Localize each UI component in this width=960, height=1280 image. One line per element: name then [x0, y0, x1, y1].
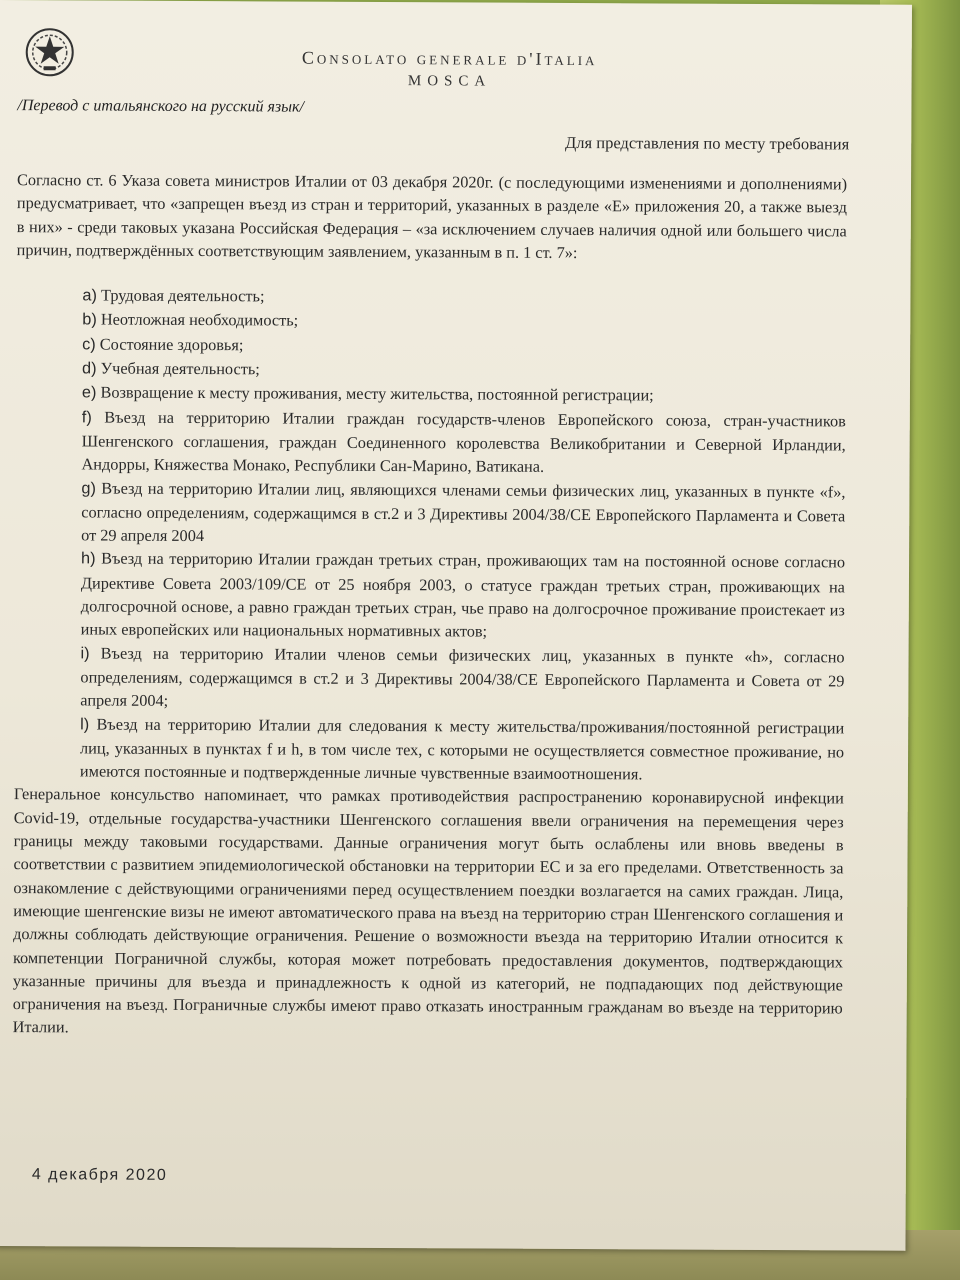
consulate-header [140, 47, 760, 92]
conclusion-paragraph: Генеральное консульство напоминает, что рамках противодействия распространению коронавирусной инфекции Covid-19, отдельные государства-участники Шенгенского соглашения ввели ограничения на перемещения через границы между таковыми государствами. Данные ограничения могут быть ослаблены или вновь введены в соответствии с развитием эпидемиологической обстановки на территории ЕС и за его пределами. Ответственность за ознакомление с действующими ограничениями перед осуществлением поездки возлагается на самих граждан. Лица, имеющие шенгенские визы не имеют автоматического права на въезд на территорию стран Шенгенского соглашения и должны соблюдать действующие ограничения. Решение о возможности въезда на территорию Италии относится к компетенции Пограничной службы, которая может потребовать предоставления документов, подтверждающих указанные причины для въезда и принадлежность к одной из категорий, не подпадающих под действующие ограничения на въезд. Пограничные службы имеют право отказать иностранным гражданам во въезде на территорию Италии. [12, 784, 844, 1037]
consulate-name: Consolato generale d'Italia [301, 47, 598, 70]
list-item-letter: c) [82, 335, 96, 354]
list-item-text: Въезд на территорию Италии членов семьи физических лиц, указанных в пункте «h», согласно определениям, содержащимся в ст.2 и 3 Директивы 2004/38/CE Европейского Парламента и Совета от 29 апреля 2004; [80, 643, 845, 711]
consulate-city: MOSCA [407, 73, 492, 90]
list-item-text: Неотложная необходимость; [100, 310, 299, 331]
translation-note: /Перевод с итальянского на русский язык/ [17, 97, 304, 116]
exceptions-list [14, 283, 847, 787]
list-item-letter: b) [82, 310, 97, 329]
list-item-text: Трудовая деятельность; [100, 285, 265, 306]
list-item-letter: a) [82, 286, 97, 305]
list-item-letter: l) [80, 714, 90, 734]
list-item-letter: f) [81, 408, 92, 427]
list-item-text: Въезд на территорию Италии граждан государств-членов Европейского союза, стран-участников Шенгенского соглашения, граждан Соединенного королевства Великобритании и Северной Ирландии, Андорры, Княжества Монако, Республики Сан-Марино, Ватикана. [81, 407, 846, 477]
document-body [13, 168, 848, 1043]
list-item [82, 405, 846, 480]
list-item-text: Возвращение к месту проживания, месту жительства, постоянной регистрации; [100, 382, 654, 405]
list-item [80, 712, 844, 787]
list-item-letter: e) [81, 383, 97, 402]
document-date: 4 декабря 2020 [31, 1166, 168, 1184]
list-item [81, 476, 845, 551]
intro-paragraph: Согласно ст. 6 Указа совета министров Италии от 03 декабря 2020г. (с последующими изменениями и дополнениями) предусматривает, что «запрещен въезд из стран и территорий, указанных в разделе «E» приложения 20, а также выезд в них» - среди таковых указана Российская Федерация – «за исключением случаев наличия одной или большего числа причин, подтверждённых соответствующим заявлением, указанным в п. 1 ст. 7»: [16, 170, 848, 262]
list-item-text: Въезд на территорию Италии лиц, являющихся членами семьи физических лиц, указанных в пункте «f», согласно определениям, содержащимся в ст.2 и 3 Директивы 2004/38/CE Европейского Парламента и Совета от 29 апреля 2004 [81, 478, 846, 546]
list-item-text: Состояние здоровья; [99, 334, 244, 355]
list-item [80, 641, 844, 716]
list-item-text: Въезд на территорию Италии граждан третьих стран, проживающих там на постоянной основе согласно Директиве Совета 2003/109/CE от 25 ноября 2003, о статусе граждан третьих стран, проживающих на долгосрочной основе, а равно граждан третьих стран, чье право на долгосрочное проживание проистекает из иных европейских или национальных нормативных актов; [80, 548, 846, 641]
list-item [81, 547, 845, 645]
list-item-letter: g) [81, 478, 96, 498]
list-item [82, 381, 846, 409]
list-item-letter: h) [81, 549, 96, 568]
list-item-letter: d) [82, 359, 97, 378]
list-item-text: Въезд на территорию Италии для следования к месту жительства/проживания/постоянной регистрации лиц, указанных в пунктах f и h, в том числе тех, с которыми не осуществляется совместное проживание, но имеются постоянные и подтвержденные личные чувственные взаимоотношения. [79, 714, 845, 784]
list-item-letter: i) [80, 644, 90, 663]
list-item-text: Учебная деятельность; [100, 358, 260, 379]
italian-emblem-icon [24, 26, 76, 78]
list-item [82, 308, 846, 336]
recipient-line: Для представления по месту требования [565, 132, 850, 154]
